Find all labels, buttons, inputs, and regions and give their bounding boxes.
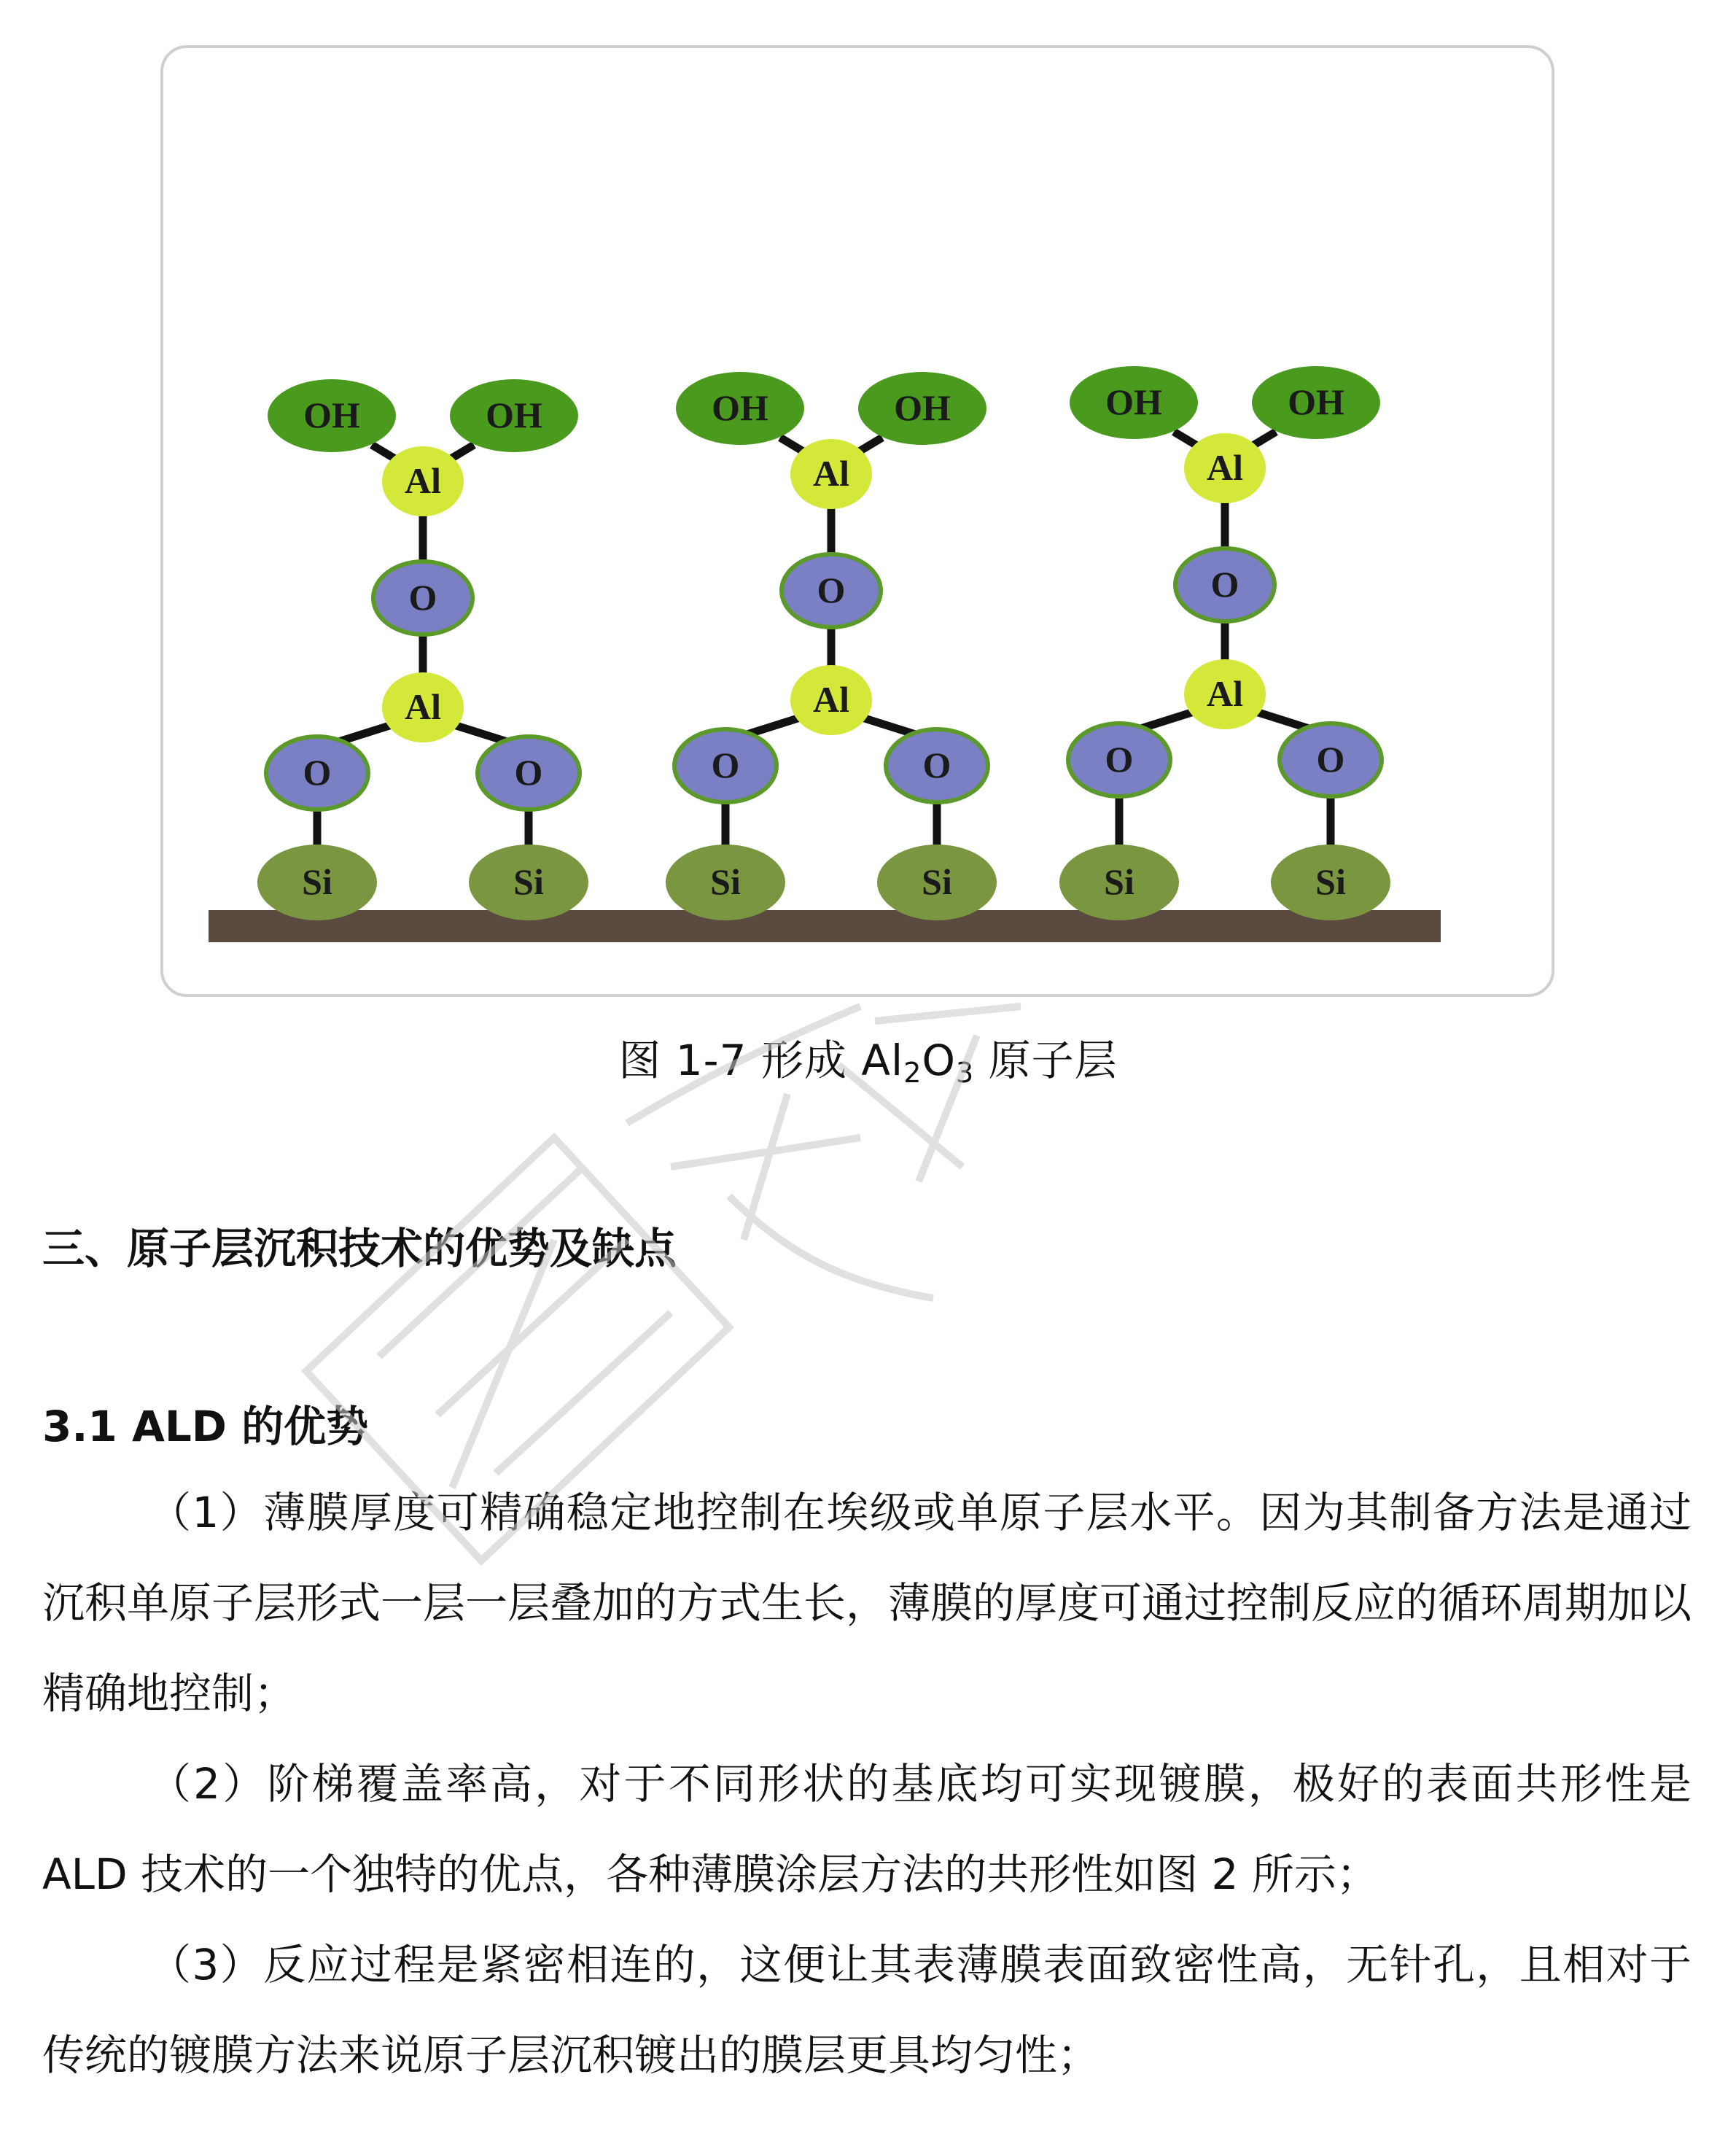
svg-text:O: O bbox=[922, 745, 951, 785]
al-atom bbox=[1184, 659, 1266, 729]
caption-mid: O bbox=[922, 1036, 957, 1085]
paragraph-advantage-2: （2）阶梯覆盖率高，对于不同形状的基底均可实现镀膜，极好的表面共形性是 ALD 技术的一个独特的优点，各种薄膜涂层方法的共形性如图 2 所示； bbox=[42, 1759, 1692, 1899]
si-atom bbox=[1271, 845, 1390, 920]
svg-text:Al: Al bbox=[405, 686, 441, 727]
o-atom bbox=[266, 737, 368, 810]
figure-caption bbox=[0, 1034, 1736, 1087]
si-atom bbox=[469, 845, 588, 920]
si-atom bbox=[1059, 845, 1179, 920]
svg-text:Si: Si bbox=[302, 861, 332, 902]
svg-text:OH: OH bbox=[303, 395, 360, 435]
caption-sub-1: 2 bbox=[903, 1057, 922, 1089]
substrate-bar bbox=[209, 910, 1441, 942]
svg-text:O: O bbox=[711, 745, 740, 785]
svg-text:Si: Si bbox=[513, 861, 544, 902]
section-heading: 三、原子层沉积技术的优势及缺点 bbox=[42, 1224, 677, 1273]
subsection-heading: 3.1 ALD 的优势 bbox=[42, 1402, 369, 1451]
svg-text:Al: Al bbox=[405, 460, 441, 501]
paragraph-advantage-3: （3）反应过程是紧密相连的，这便让其表薄膜表面致密性高，无针孔，且相对于传统的镀膜方法来说原子层沉积镀出的膜层更具均匀性； bbox=[42, 1940, 1692, 2080]
svg-text:Al: Al bbox=[813, 453, 849, 494]
ald-molecule-diagram bbox=[0, 0, 1736, 1021]
svg-text:Si: Si bbox=[922, 861, 952, 902]
svg-text:OH: OH bbox=[1288, 381, 1344, 422]
oh-group bbox=[450, 379, 578, 452]
caption-suffix: 原子层 bbox=[974, 1036, 1118, 1085]
al-atom bbox=[382, 672, 464, 742]
svg-text:Al: Al bbox=[1207, 447, 1243, 488]
oh-group bbox=[1070, 366, 1198, 439]
svg-text:O: O bbox=[1105, 739, 1134, 780]
o-atom bbox=[478, 737, 580, 810]
svg-text:Al: Al bbox=[813, 679, 849, 720]
oh-group bbox=[676, 372, 804, 445]
o-atom bbox=[373, 562, 472, 634]
paragraph-advantage-1: （1）薄膜厚度可精确稳定地控制在埃级或单原子层水平。因为其制备方法是通过沉积单原子层形式一层一层叠加的方式生长，薄膜的厚度可通过控制反应的循环周期加以精确地控制； bbox=[42, 1488, 1692, 1718]
oh-group bbox=[858, 372, 986, 445]
svg-text:O: O bbox=[514, 752, 543, 793]
o-atom bbox=[1280, 723, 1382, 796]
si-atom bbox=[877, 845, 997, 920]
caption-prefix: 图 1-7 形成 Al bbox=[618, 1036, 904, 1085]
al-atom bbox=[790, 439, 872, 509]
oh-group bbox=[268, 379, 396, 452]
svg-text:Si: Si bbox=[1315, 861, 1346, 902]
svg-text:O: O bbox=[1210, 564, 1239, 605]
svg-text:O: O bbox=[817, 570, 846, 610]
o-atom bbox=[1068, 723, 1170, 796]
svg-text:Al: Al bbox=[1207, 673, 1243, 714]
svg-text:Si: Si bbox=[1104, 861, 1134, 902]
oh-group bbox=[1252, 366, 1380, 439]
al-atom bbox=[790, 665, 872, 735]
svg-text:OH: OH bbox=[486, 395, 542, 435]
o-atom bbox=[674, 729, 776, 802]
svg-text:OH: OH bbox=[894, 387, 951, 428]
o-atom bbox=[1175, 548, 1274, 621]
o-atom bbox=[782, 554, 881, 627]
si-atom bbox=[666, 845, 785, 920]
o-atom bbox=[886, 729, 988, 802]
si-atom bbox=[257, 845, 377, 920]
svg-text:O: O bbox=[303, 752, 332, 793]
svg-text:Si: Si bbox=[710, 861, 741, 902]
svg-text:O: O bbox=[1316, 739, 1345, 780]
svg-text:OH: OH bbox=[1105, 381, 1162, 422]
al-atom bbox=[1184, 433, 1266, 503]
svg-text:OH: OH bbox=[712, 387, 768, 428]
al-atom bbox=[382, 446, 464, 516]
svg-text:O: O bbox=[408, 577, 437, 618]
caption-sub-2: 3 bbox=[956, 1057, 975, 1089]
